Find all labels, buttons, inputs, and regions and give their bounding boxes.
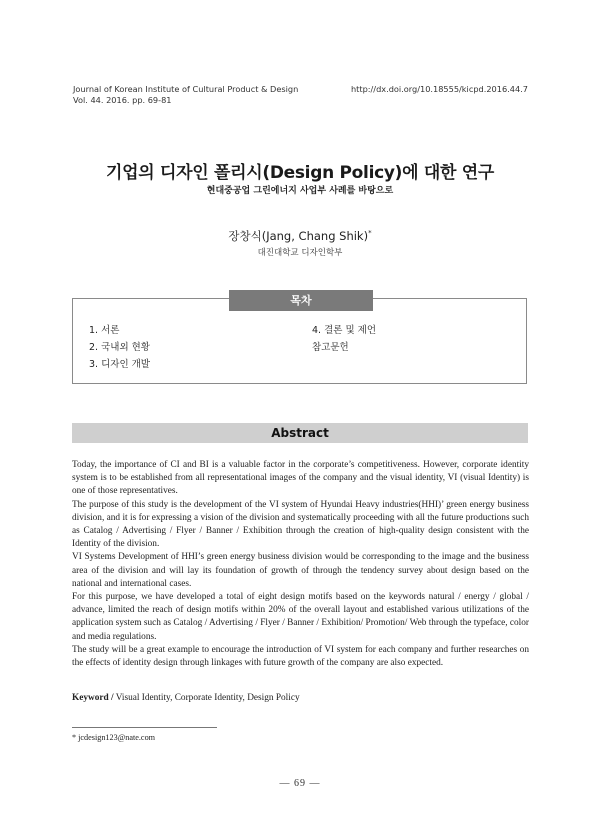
toc-item: 3. 디자인 개발 bbox=[89, 359, 150, 370]
keywords bbox=[72, 693, 529, 703]
footnote-mark: * bbox=[72, 733, 77, 742]
author-mark: * bbox=[368, 229, 372, 238]
journal-name: Journal of Korean Institute of Cultural Product & Design bbox=[73, 84, 299, 94]
abstract-paragraph: The study will be a great example to encourage the introduction of VI system for each company and further researches on the effects of identity design through linkages with future growth of the company are also expected. bbox=[72, 644, 529, 669]
abstract-heading: Abstract bbox=[72, 423, 528, 443]
footnote bbox=[72, 733, 155, 742]
abstract-paragraph: For this purpose, we have developed a total of eight design motifs based on the keywords natural / energy / global / advance, limited the reach of design motifs within 20% of the overall layout and established various utilizations of the application system such as Catalog / Advertising / Flyer / Banner / Exhibition/ Promotion/ Web through the typeface, color and media regulations. bbox=[72, 592, 529, 642]
abstract-body bbox=[72, 459, 529, 670]
journal-volume: Vol. 44. 2016. pp. 69-81 bbox=[73, 95, 172, 105]
toc-item: 2. 국내외 현황 bbox=[89, 342, 150, 353]
author-name: 장창식(Jang, Chang Shik) bbox=[228, 229, 369, 243]
page-number: ― 69 ― bbox=[279, 778, 321, 789]
paper-title: 기업의 디자인 폴리시(Design Policy)에 대한 연구 bbox=[106, 163, 494, 183]
footnote-divider bbox=[72, 727, 217, 728]
keyword-label: Keyword / bbox=[72, 693, 114, 703]
journal-header bbox=[73, 84, 298, 106]
abstract-paragraph: The purpose of this study is the development of the VI system of Hyundai Heavy industries(HHI)’ green energy business division, and it is for expressing a vision of the division and systematically proceeding with all the future productions such as Catalog / Advertising / Flyer / Banner / Exhibition through the creation of high-quality design consistent with the Identity of the division. bbox=[72, 499, 529, 550]
doi-link[interactable]: http://dx.doi.org/10.18555/kicpd.2016.44.7 bbox=[350, 84, 528, 94]
paper-subtitle: 현대중공업 그린에너지 사업부 사례를 바탕으로 bbox=[206, 186, 394, 196]
author-affiliation: 대진대학교 디자인학부 bbox=[257, 248, 343, 258]
toc-heading: 목차 bbox=[229, 290, 373, 311]
abstract-paragraph: Today, the importance of CI and BI is a valuable factor in the corporate’s competitiveness. However, corporate identity system is to be established from all representational images of the company and the visual identity, VI (visual Identity) is one of those representatives. bbox=[72, 460, 529, 497]
abstract-paragraph: VI Systems Development of HHI’s green energy business division would be corresponding to the image and the business area of the division and will lay its foundation of growth of through the tendency survey about design based on the national and international cases. bbox=[72, 552, 529, 589]
keyword-text: Visual Identity, Corporate Identity, Design Policy bbox=[115, 693, 300, 703]
toc-item: 1. 서론 bbox=[89, 325, 120, 336]
toc-item: 4. 결론 및 제언 bbox=[312, 325, 377, 336]
toc-item: 참고문헌 bbox=[312, 342, 349, 353]
footnote-email[interactable]: jcdesign123@nate.com bbox=[78, 733, 156, 742]
author-line bbox=[0, 228, 600, 244]
